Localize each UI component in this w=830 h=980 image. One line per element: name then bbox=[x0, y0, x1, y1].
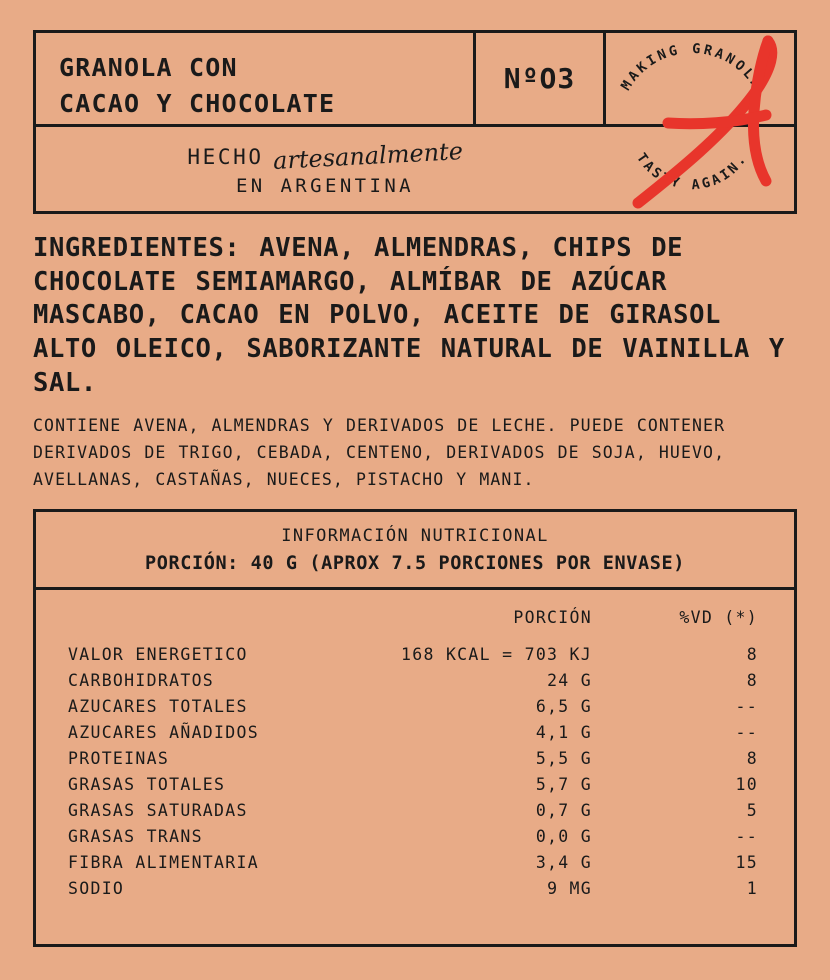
row-vd: 1 bbox=[746, 878, 758, 898]
handmade-script-word: artesanalmente bbox=[272, 136, 464, 175]
handmade-line1 bbox=[40, 136, 610, 175]
col-header-nutrient bbox=[36, 590, 366, 641]
row-value: 5,5 G bbox=[535, 748, 592, 768]
table-row bbox=[36, 875, 794, 901]
row-name: GRASAS SATURADAS bbox=[68, 800, 248, 820]
ingredients-label: INGREDIENTES: bbox=[33, 233, 241, 263]
row-value: 4,1 G bbox=[535, 722, 592, 742]
svg-text:TASTY AGAIN.: TASTY AGAIN. bbox=[633, 150, 751, 194]
row-name: AZUCARES TOTALES bbox=[68, 696, 248, 716]
row-value: 5,7 G bbox=[535, 774, 592, 794]
row-value: 168 KCAL = 703 KJ bbox=[401, 644, 592, 664]
table-header-row bbox=[36, 590, 794, 641]
row-name: VALOR ENERGETICO bbox=[68, 644, 248, 664]
row-vd: 5 bbox=[746, 800, 758, 820]
nutrition-box bbox=[33, 509, 797, 947]
nutrition-table-head bbox=[36, 590, 794, 641]
handmade-word-hecho: HECHO bbox=[187, 144, 264, 169]
row-value: 24 G bbox=[547, 670, 592, 690]
table-row bbox=[36, 797, 794, 823]
table-row bbox=[36, 693, 794, 719]
row-vd: -- bbox=[735, 826, 758, 846]
nutrition-table-body bbox=[36, 641, 794, 901]
table-row bbox=[36, 771, 794, 797]
ingredients-block bbox=[33, 232, 797, 400]
table-row bbox=[36, 823, 794, 849]
row-vd: 10 bbox=[735, 774, 758, 794]
table-row bbox=[36, 719, 794, 745]
svg-text:MAKING GRANOLA: MAKING GRANOLA bbox=[617, 40, 767, 94]
product-title-line2: CACAO Y CHOCOLATE bbox=[59, 88, 336, 118]
row-vd: 8 bbox=[746, 670, 758, 690]
product-title-line1: GRANOLA CON bbox=[59, 52, 238, 82]
table-row bbox=[36, 641, 794, 667]
row-value: 0,7 G bbox=[535, 800, 592, 820]
row-name: AZUCARES AÑADIDOS bbox=[68, 722, 259, 742]
row-name: GRASAS TOTALES bbox=[68, 774, 226, 794]
row-vd: 8 bbox=[746, 644, 758, 664]
row-vd: -- bbox=[735, 696, 758, 716]
row-value: 6,5 G bbox=[535, 696, 592, 716]
row-vd: 8 bbox=[746, 748, 758, 768]
product-number: NºO3 bbox=[476, 33, 606, 124]
table-row bbox=[36, 849, 794, 875]
row-value: 0,0 G bbox=[535, 826, 592, 846]
row-name: SODIO bbox=[68, 878, 125, 898]
table-row bbox=[36, 745, 794, 771]
nutrition-header bbox=[36, 512, 794, 590]
allergens-text: CONTIENE AVENA, ALMENDRAS Y DERIVADOS DE LECHE. PUEDE CONTENER DERIVADOS DE TRIGO, CEBADA, CENTENO, DERIVADOS DE SOJA, HUEVO, AVELLANAS, CASTAÑAS, NUECES, PISTACHO Y MANI. bbox=[33, 416, 726, 489]
row-name: PROTEINAS bbox=[68, 748, 170, 768]
row-name: FIBRA ALIMENTARIA bbox=[68, 852, 259, 872]
row-name: CARBOHIDRATOS bbox=[68, 670, 215, 690]
product-title bbox=[36, 33, 476, 124]
header-box bbox=[33, 30, 797, 214]
handmade-line2: EN ARGENTINA bbox=[235, 174, 415, 197]
row-value: 3,4 G bbox=[535, 852, 592, 872]
nutrition-portion: PORCIÓN: 40 G (APROX 7.5 PORCIONES POR ENVASE) bbox=[145, 553, 685, 575]
row-vd: -- bbox=[735, 722, 758, 742]
row-value: 9 MG bbox=[547, 878, 592, 898]
stamp-area bbox=[606, 33, 794, 194]
row-name: GRASAS TRANS bbox=[68, 826, 203, 846]
nutrition-title: INFORMACIÓN NUTRICIONAL bbox=[281, 526, 549, 547]
ingredients-text: AVENA, ALMENDRAS, CHIPS DE CHOCOLATE SEMIAMARGO, ALMÍBAR DE AZÚCAR MASCABO, CACAO EN POLVO, ACEITE DE GIRASOL ALTO OLEICO, SABORIZANTE NATURAL DE VAINILLA Y SAL. bbox=[33, 233, 785, 398]
col-header-portion: PORCIÓN bbox=[513, 608, 592, 628]
circular-stamp-icon bbox=[590, 25, 805, 210]
handmade-text bbox=[36, 136, 610, 197]
row-vd: 15 bbox=[735, 852, 758, 872]
nutrition-table bbox=[36, 590, 794, 901]
table-row bbox=[36, 667, 794, 693]
col-header-vd: %VD (*) bbox=[679, 608, 758, 628]
